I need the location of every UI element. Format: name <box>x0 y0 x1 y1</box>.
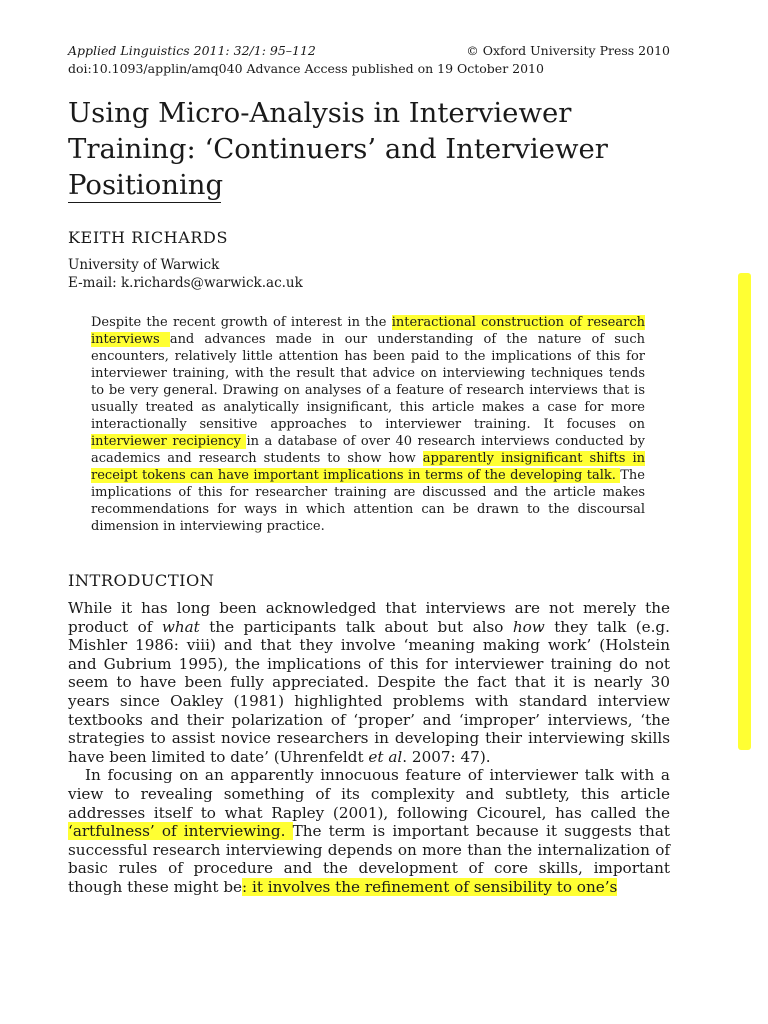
body-text: the participants talk about but also <box>199 617 513 636</box>
body-text: The term is important because it suggests that successful research interviewing depends on more than the internalization of basic rules of procedure and the development of core skills, important though these might be <box>68 822 670 896</box>
journal-citation: Applied Linguistics 2011: 32/1: 95–112 <box>68 43 316 58</box>
abstract-text: and advances made in our understanding of the nature of such encounters, relatively little attention has been paid to the implications of this for interviewer training, with the result that advice on interviewing techniques tends to be very general. Drawing on analyses of a feature of research interviews that is usually treated as analytically insignificant, this article makes a case for more interactionally sensitive approaches to interviewer training. It focuses on <box>91 332 645 432</box>
intro-paragraph-1 <box>68 599 670 766</box>
highlighted-text[interactable]: : it involves the refinement of sensibility to one’s <box>242 877 618 896</box>
emphasis-text: what <box>161 617 200 636</box>
body-text: While it has long been acknowledged that interviews are not merely the product of <box>68 599 670 636</box>
margin-highlight-bar[interactable] <box>738 273 751 750</box>
body-text: . 2007: 47). <box>402 747 491 766</box>
doi-line: doi:10.1093/applin/amq040 Advance Access published on 19 October 2010 <box>68 61 544 76</box>
body-text: they talk (e.g. Mishler 1986: viii) and that they involve ‘meaning making work’ (Holstein and Gubrium 1995), the implications of this for interviewer training do not seem to have been fully appreciated. Despite the fact that it is nearly 30 years since Oakley (1981) highlighted problems with standard interview textbooks and their polarization of ‘proper’ and ‘improper’ interviews, ‘the strategies to assist novice researchers in developing their interviewing skills have been limited to date’ (Uhrenfeldt <box>68 617 670 766</box>
highlighted-text[interactable]: interactional construction of research interviews <box>91 315 645 347</box>
emphasis-text: et al <box>368 747 403 766</box>
section-heading: INTRODUCTION <box>68 571 215 590</box>
abstract-text: in a database of over 40 research interviews conducted by academics and research students to show how <box>91 434 645 466</box>
journal-header <box>68 42 670 78</box>
abstract-text: Despite the recent growth of interest in the <box>91 315 392 330</box>
highlighted-text[interactable]: ‘artfulness’ of interviewing. <box>68 822 293 841</box>
highlighted-text[interactable]: apparently insignificant shifts in receipt tokens can have important implications in terms of the developing talk. <box>91 451 645 483</box>
body-text: In focusing on an apparently innocuous feature of interviewer talk with a view to revealing something of its complexity and subtlety, this article addresses itself to what Rapley (2001), following Cicourel, has called the <box>68 766 670 822</box>
emphasis-text: how <box>512 617 545 636</box>
intro-paragraph-2 <box>68 766 670 896</box>
author-affiliation <box>68 256 303 292</box>
article-title: Using Micro-Analysis in Interviewer Training: ‘Continuers’ and Interviewer Positioning <box>68 97 608 201</box>
title-divider <box>68 202 221 203</box>
introduction-body <box>68 599 670 897</box>
highlighted-text[interactable]: interviewer recipiency <box>91 434 247 449</box>
institution: University of Warwick <box>68 257 220 273</box>
abstract-text: The implications of this for researcher training are discussed and the article makes recommendations for ways in which attention can be drawn to the discoursal dimension in interviewing practice. <box>91 468 645 534</box>
author-email: E-mail: k.richards@warwick.ac.uk <box>68 275 303 291</box>
abstract <box>91 314 645 535</box>
copyright-notice: © Oxford University Press 2010 <box>466 43 670 58</box>
author-name: KEITH RICHARDS <box>68 228 229 247</box>
